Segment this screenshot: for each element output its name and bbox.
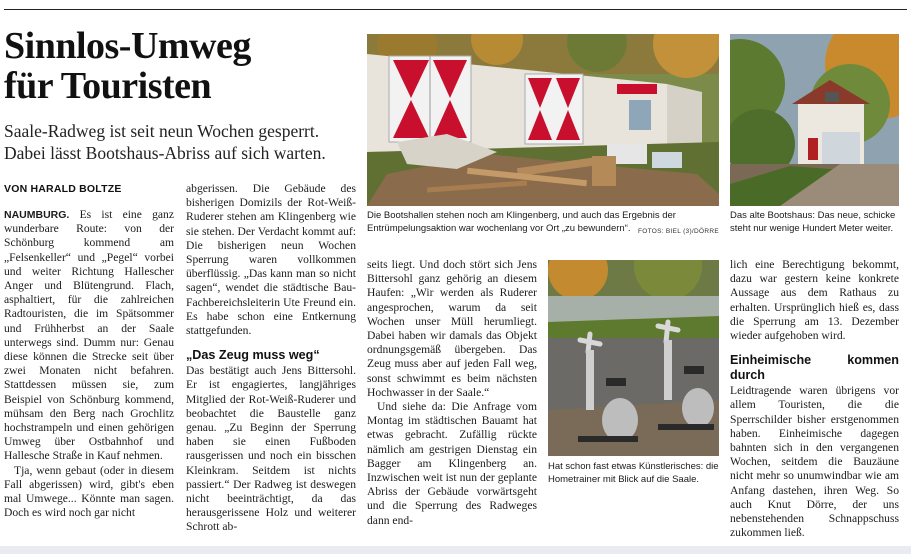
article-column-4 bbox=[730, 258, 899, 540]
old-boathouse-image bbox=[730, 34, 899, 206]
section-subtitle: Einheimische kommen durch bbox=[730, 353, 899, 383]
article-column-2 bbox=[186, 182, 356, 535]
headline-line-2: für Touristen bbox=[4, 65, 212, 107]
paragraph bbox=[4, 208, 174, 464]
paragraph: abgerissen. Die Gebäude des bisherigen Domizils der Rot-Weiß-Ruderer stehen am Klingenberg wie sie stehen. Der Verdacht kommt auf: Die bisherigen neun Wochen Sperrung waren vollkommen überflüssig. „Das kann man so nicht sagen“, wendet die städtische Bau-Fachbereichsleiterin Ute Freund ein. Es habe schon eine Entkernung stattgefunden. bbox=[186, 182, 356, 338]
paragraph: Und siehe da: Die Anfrage vom Montag im städtischen Bauamt hat etwas gebracht. Zufällig rückte nämlich am gestrigen Dienstag ein Bagger am Klingenberg an. Inzwischen weit ist nun der geplante Abriss der Gebäude vorwärtsgeht und die Sperrung des Radweges dann end- bbox=[367, 400, 537, 527]
subheadline: Saale-Radweg ist seit neun Wochen gesperrt. Dabei lässt Bootshaus-Abriss auf sich warten. bbox=[4, 121, 326, 163]
photo-hometrainers bbox=[548, 260, 719, 456]
dateline: NAUMBURG. bbox=[4, 209, 70, 221]
top-rule bbox=[4, 9, 907, 10]
photo-caption-main bbox=[367, 210, 719, 238]
photo-credit: FOTOS: BIEL (3)/DÖRRE bbox=[637, 227, 719, 235]
photo-caption-side: Das alte Bootshaus: Das neue, schicke steht nur wenige Hundert Meter weiter. bbox=[730, 210, 896, 234]
paragraph-text: Es ist eine ganz wunderbare Route: von der Schönburg kommend am „Felsenkeller“ und „Pegel“ vorbei und weiter Richtung Hallescher Anger und Blütengrund. Flach, asphaltiert, für die zahlreichen Radtouristen, die im Spätsommer und Frühherbst an der Saale unterwegs sind. Dumm nur: Genau diese können die Strecke seit über zwei Monaten nicht befahren. Stattdessen müssen sie, zum Beispiel von Schönburg kommend, mühsam den Berg nach Grochlitz hochstrampeln und einen gehörigen Umweg über Ostbahnhof und Hallesche Straße in Kauf nehmen. bbox=[4, 208, 174, 463]
headline-line-1: Sinnlos-Umweg bbox=[4, 25, 251, 67]
paragraph: Tja, wenn gebaut (oder in diesem Fall abgerissen) wird, gibt's eben mal Umwege... Könnte man sagen. Doch es wird noch gar nicht bbox=[4, 463, 174, 520]
photo-caption-bikes: Hat schon fast etwas Künstlerisches: die Hometrainer mit Blick auf die Saale. bbox=[548, 461, 719, 485]
article-column-1 bbox=[4, 208, 174, 520]
headline bbox=[4, 26, 359, 106]
paragraph: seits liegt. Und doch stört sich Jens Bittersohl ganz gehörig an diesem Haufen: „Wir werden als Ruderer angesprochen, warum da seit Wochen unser Müll herumliegt. Dabei haben wir damals das Objekt ordnungsgemäß übergeben. Das Zeug muss aber auf jeden Fall weg, sonst schwimmt es beim nächsten Hochwasser in der Saale.“ bbox=[367, 258, 537, 399]
author-byline: VON HARALD BOLTZE bbox=[4, 183, 122, 195]
photo-boathouse-halls bbox=[367, 34, 719, 206]
paragraph: lich eine Berechtigung bekommt, dazu war gestern keine konkrete Aussage aus dem Rathaus zu erhalten. Ursprünglich hieß es, dass die Sperrung am 13. Dezember wieder aufgehoben wird. bbox=[730, 258, 899, 343]
hometrainers-image bbox=[548, 260, 719, 456]
paragraph: Leidtragende waren übrigens vor allem Touristen, die die Sperrschilder bisher erstgenommen haben. Einheimische dagegen bahnten sich in den vergangenen Wochen, seitdem die Bauzäune nicht mehr so unumwindbar wie am Anfang dastehen, ihren Weg. So auch Knut Dörre, der uns nebenstehenden Schnappschuss zukommen ließ. bbox=[730, 384, 899, 540]
section-subtitle: „Das Zeug muss weg“ bbox=[186, 348, 320, 363]
caption-text: Die Bootshallen stehen noch am Klingenberg, und auch das Ergebnis der Entrümpelungsaktion war wochenlang vor Ort „zu bewundern“. bbox=[367, 210, 676, 234]
page-bottom-bar bbox=[0, 546, 911, 554]
article-column-3 bbox=[367, 258, 537, 528]
photo-old-boathouse bbox=[730, 34, 899, 206]
boathouse-halls-image bbox=[367, 34, 719, 206]
paragraph: Das bestätigt auch Jens Bittersohl. Er ist engagiertes, langjähriges Mitglied der Rot-Weiß-Ruderer und beobachtet die Baustelle ganz genau. „Zu Beginn der Sperrung haben sie einen Fußboden rausgerissen und noch ein bisschen Kleinkram. Seitdem ist nichts passiert.“ Der Radweg ist deswegen nicht beeinträchtigt, da das herausgerissene Holz und weiterer Schrott ab- bbox=[186, 364, 356, 534]
